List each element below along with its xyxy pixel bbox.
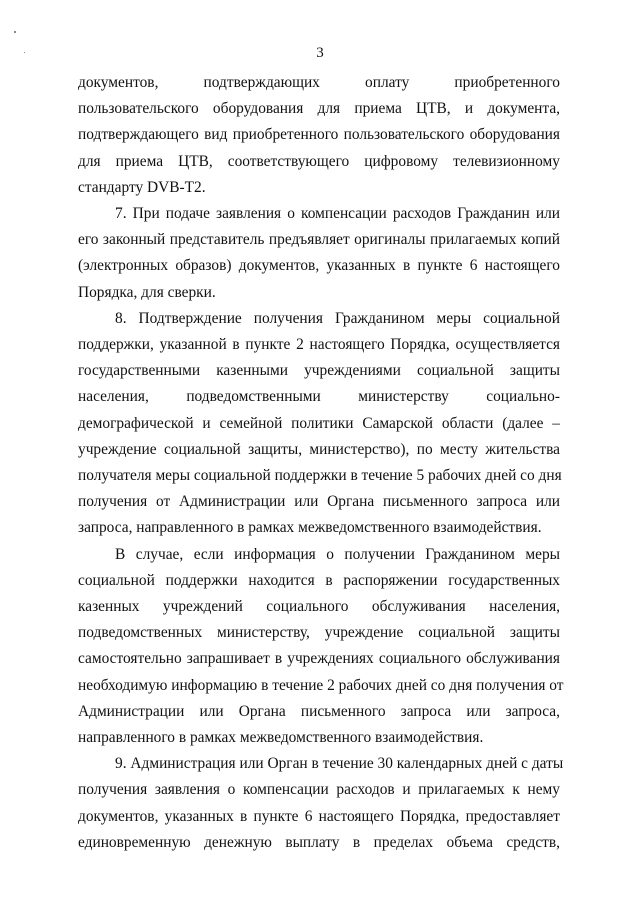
text-line: поддержки, указанной в пункте 2 настоящего Порядка, осуществляется (78, 336, 560, 354)
text-line: учреждение социальной защиты, министерство), по месту жительства (78, 440, 560, 458)
text-line: В случае, если информация о получении Гражданином меры (115, 545, 560, 563)
text-line: (электронных образов) документов, указанных в пункте 6 настоящего (78, 257, 560, 275)
text-line: Администрации или Органа письменного запроса или запроса, (78, 702, 560, 720)
text-line: запроса, направленного в рамках межведомственного взаимодействия. (78, 519, 542, 537)
text-line: для приема ЦТВ, соответствующего цифровому телевизионному (78, 152, 560, 170)
text-line: 7. При подаче заявления о компенсации расходов Гражданин или (115, 205, 560, 223)
text-line: социальной поддержки находится в распоряжении государственных (78, 571, 560, 589)
text-line: получения заявления о компенсации расходов и прилагаемых к нему (78, 781, 560, 799)
text-line: получения от Администрации или Органа письменного запроса или (78, 493, 560, 511)
text-line: пользовательского оборудования для приема ЦТВ, и документа, (78, 100, 560, 118)
text-line: самостоятельно запрашивает в учреждениях социального обслуживания (78, 650, 560, 668)
paragraph-p-7 (78, 201, 560, 306)
text-line: демографической и семейной политики Самарской области (далее – (78, 414, 560, 432)
text-line: документов, указанных в пункте 6 настоящего Порядка, предоставляет (78, 807, 560, 825)
paragraph-p-cont (78, 70, 560, 201)
text-line: необходимую информацию в течение 2 рабочих дней со дня получения от (78, 676, 564, 694)
paragraph-p-9 (78, 751, 564, 856)
text-line: единовременную денежную выплату в пределах объема средств, (78, 833, 560, 851)
text-line: направленного в рамках межведомственного взаимодействия. (78, 729, 484, 747)
text-line: подтверждающего вид приобретенного пользовательского оборудования (78, 126, 560, 144)
text-line: государственными казенными учреждениями социальной защиты (78, 362, 560, 380)
text-line: 9. Администрация или Орган в течение 30 календарных дней с даты (115, 755, 564, 773)
page-number: 3 (316, 45, 324, 61)
text-line: документов, подтверждающих оплату приобретенного (78, 74, 560, 91)
text-line: населения, подведомственными министерству социально- (78, 388, 560, 406)
text-line: казенных учреждений социального обслуживания населения, (78, 598, 560, 616)
text-line: получателя меры социальной поддержки в течение 5 рабочих дней со дня (78, 467, 562, 485)
text-line: его законный представитель предъявляет оригиналы прилагаемых копий (78, 231, 560, 249)
text-line: Порядка, для сверки. (78, 283, 216, 301)
scan-speck (14, 31, 16, 33)
text-line: подведомственных министерству, учреждение социальной защиты (78, 624, 560, 642)
paragraph-p-8 (78, 306, 560, 542)
document-body (78, 70, 564, 856)
text-line: стандарту DVB-T2. (78, 178, 206, 196)
paragraph-p-8b (78, 542, 564, 752)
text-line: 8. Подтверждение получения Гражданином меры социальной (115, 309, 560, 327)
